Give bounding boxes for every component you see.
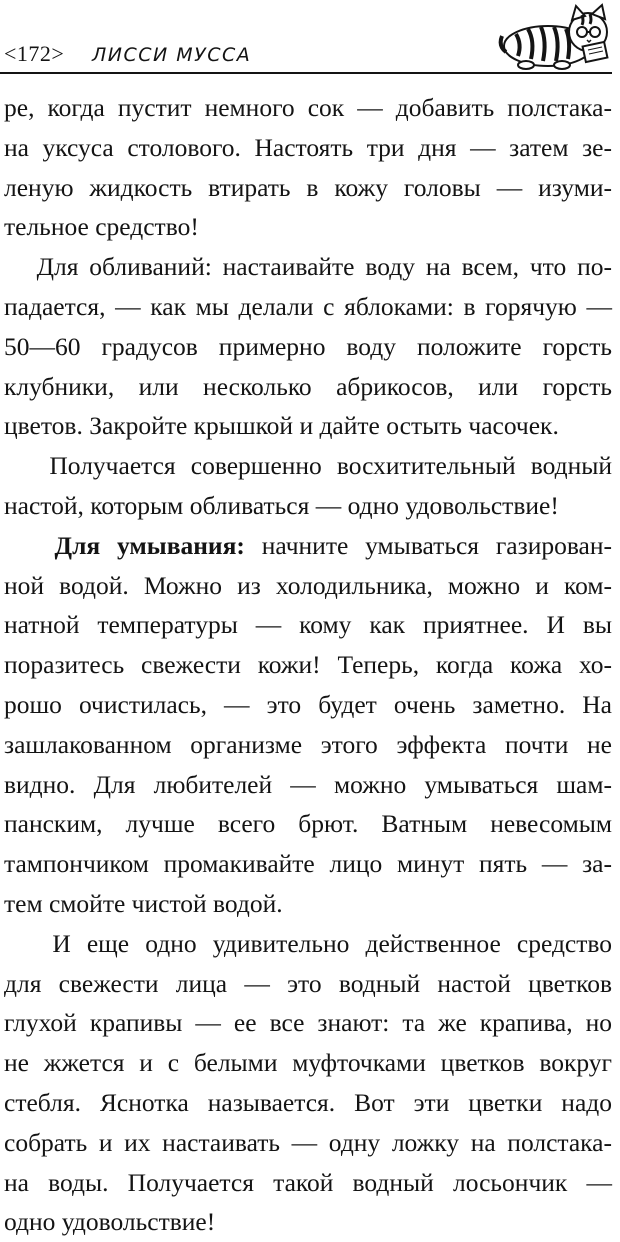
- text-line: тем смойте чистой водой.: [4, 888, 283, 918]
- paragraph-1: [4, 88, 612, 247]
- header-divider: [0, 72, 612, 74]
- text-line: зашлакованном организме этого эффекта почти не: [4, 729, 612, 759]
- cat-illustration-icon: [496, 2, 614, 72]
- text-line: настой, которым обливаться — одно удовольствие!: [4, 490, 559, 520]
- text-line: стебля. Яснотка называется. Вот эти цветки надо: [4, 1087, 612, 1117]
- paragraph-lead: Для умывания:: [54, 530, 245, 560]
- running-head: ЛИССИ МУССА: [92, 44, 252, 66]
- text-line: натной температуры — кому как приятнее. И вы: [4, 610, 612, 640]
- text-line: Для обливаний: настаивайте воду на всем, что по-: [4, 252, 612, 282]
- text-line: поразитесь свежести кожи! Теперь, когда кожа хо-: [4, 650, 612, 680]
- paragraph-4: [4, 526, 612, 924]
- text-line: на воды. Получается такой водный лосьончик —: [4, 1167, 612, 1197]
- text-line: Получается совершенно восхитительный водный: [4, 451, 612, 481]
- text-line: видно. Для любителей — можно умываться шам-: [4, 769, 612, 799]
- text-line: ре, когда пустит немного сок — добавить полстака-: [4, 93, 612, 122]
- text-line: леную жидкость втирать в кожу головы — изуми-: [4, 172, 612, 202]
- page-header: [0, 0, 620, 80]
- text-line: панским, лучше всего брют. Ватным невесомым: [4, 809, 612, 839]
- text-line: рошо очистилась, — это будет очень заметно. На: [4, 689, 612, 719]
- page-text: [4, 88, 612, 1242]
- paragraph-3: [4, 446, 612, 526]
- text-line: цветов. Закройте крышкой и дайте остыть часочек.: [4, 411, 559, 441]
- text-line: ной водой. Можно из холодильника, можно и ком-: [4, 570, 612, 600]
- text-line: 50—60 градусов примерно воду положите горсть: [4, 331, 612, 361]
- text-line: собрать и их настаивать — одну ложку на полстака-: [4, 1127, 612, 1157]
- text-line: И еще одно удивительно действенное средство: [4, 928, 612, 958]
- text-fragment: начните умываться газирован-: [244, 530, 612, 560]
- text-line: глухой крапивы — ее все знают: та же крапива, но: [4, 1008, 612, 1038]
- paragraph-2: [4, 247, 612, 446]
- page-number: <172>: [4, 41, 65, 66]
- text-line: тельное средство!: [4, 212, 199, 242]
- paragraph-5: [4, 924, 612, 1242]
- text-line: тампончиком промакивайте лицо минут пять — за-: [4, 849, 612, 879]
- text-line: [4, 526, 612, 566]
- text-line: не жжется и с белыми муфточками цветков вокруг: [4, 1048, 612, 1078]
- text-line: клубники, или несколько абрикосов, или горсть: [4, 371, 612, 401]
- text-line: одно удовольствие!: [4, 1207, 216, 1237]
- text-line: для свежести лица — это водный настой цветков: [4, 968, 612, 998]
- text-line: падается, — как мы делали с яблоками: в горячую —: [4, 291, 612, 321]
- text-line: на уксуса столового. Настоять три дня — затем зе-: [4, 132, 612, 162]
